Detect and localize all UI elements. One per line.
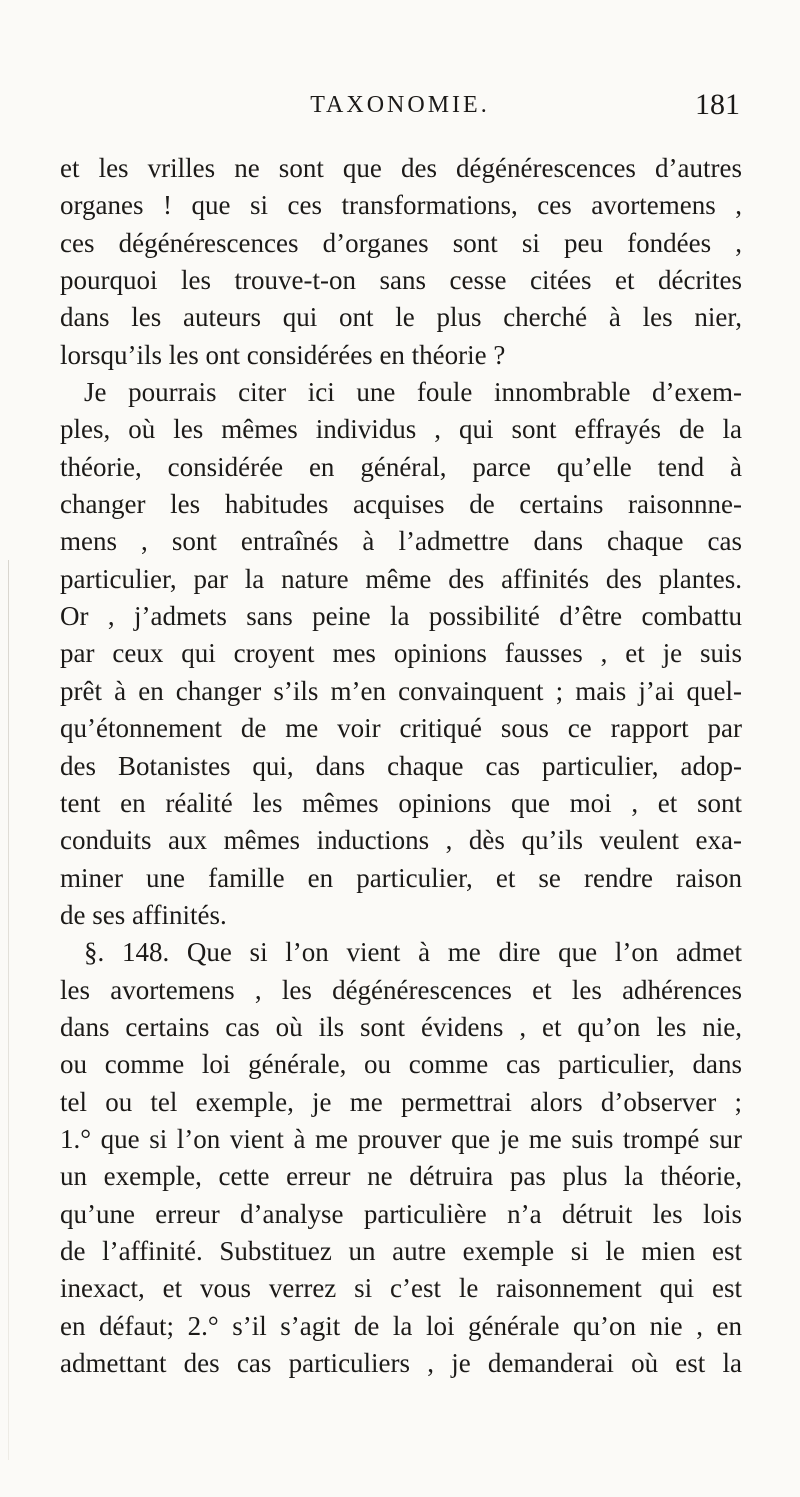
text-line: ples, où les mêmes individus , qui sont effrayés de la (60, 414, 742, 445)
text-line: 1.° que si l’on vient à me prouver que je me suis trompé sur (60, 1123, 742, 1154)
text-line: pourquoi les trouve-t-on sans cesse citées et décrites (60, 265, 742, 296)
text-line: miner une famille en particulier, et se rendre raison (60, 862, 742, 893)
text-line: conduits aux mêmes inductions , dès qu’ils veulent exa- (60, 825, 742, 856)
text-line: changer les habitudes acquises de certains raisonnne- (60, 489, 742, 520)
text-line: par ceux qui croyent mes opinions fausses , et je suis (60, 638, 742, 669)
text-line: inexact, et vous verrez si c’est le raisonnement qui est (60, 1273, 742, 1304)
text-line: tel ou tel exemple, je me permettrai alors d’observer ; (60, 1086, 742, 1117)
page-edge-shadow (8, 560, 9, 1460)
paragraph-1 (60, 150, 742, 374)
text-line: théorie, considérée en général, parce qu’elle tend à (60, 451, 742, 482)
text-line: mens , sont entraînés à l’admettre dans chaque cas (60, 526, 742, 557)
text-line: en défaut; 2.° s’il s’agit de la loi générale qu’on nie , en (60, 1310, 742, 1341)
text-line: tent en réalité les mêmes opinions que moi , et sont (60, 787, 742, 818)
paragraph-2 (60, 374, 742, 934)
text-line: organes ! que si ces transformations, ces avortemens , (60, 190, 742, 221)
text-line: les avortemens , les dégénérescences et les adhérences (60, 974, 742, 1005)
text-line: un exemple, cette erreur ne détruira pas plus la théorie, (60, 1161, 742, 1192)
text-line: et les vrilles ne sont que des dégénérescences d’autres (60, 153, 742, 183)
text-line: dans certains cas où ils sont évidens , et qu’on les nie, (60, 1011, 742, 1042)
text-line: prêt à en changer s’ils m’en convainquent ; mais j’ai quel- (60, 675, 742, 706)
text-line: admettant des cas particuliers , je demanderai où est la (60, 1348, 742, 1378)
text-line: particulier, par la nature même des affinités des plantes. (60, 563, 742, 594)
paragraph-3 (60, 934, 742, 1382)
text-line: de ses affinités. (60, 899, 227, 930)
text-line: de l’affinité. Substituez un autre exemple si le mien est (60, 1235, 742, 1266)
text-line: qu’étonnement de me voir critiqué sous ce rapport par (60, 713, 742, 744)
text-line: §. 148. Que si l’on vient à me dire que l’on admet (84, 937, 742, 968)
text-line: dans les auteurs qui ont le plus cherché à les nier, (60, 302, 742, 333)
text-line: lorsqu’ils les ont considérées en théorie ? (60, 339, 506, 370)
text-line: des Botanistes qui, dans chaque cas particulier, adop- (60, 750, 742, 781)
text-line: Or , j’admets sans peine la possibilité d’être combattu (60, 601, 742, 632)
text-line: ou comme loi générale, ou comme cas particulier, dans (60, 1049, 742, 1080)
text-line: Je pourrais citer ici une foule innombrable d’exem- (84, 377, 742, 408)
running-title: TAXONOMIE. (310, 92, 490, 118)
body-text (60, 150, 742, 1382)
text-line: qu’une erreur d’analyse particulière n’a détruit les lois (60, 1198, 742, 1229)
running-head (60, 88, 740, 132)
text-line: ces dégénérescences d’organes sont si peu fondées , (60, 227, 742, 258)
page-number: 181 (695, 88, 740, 121)
